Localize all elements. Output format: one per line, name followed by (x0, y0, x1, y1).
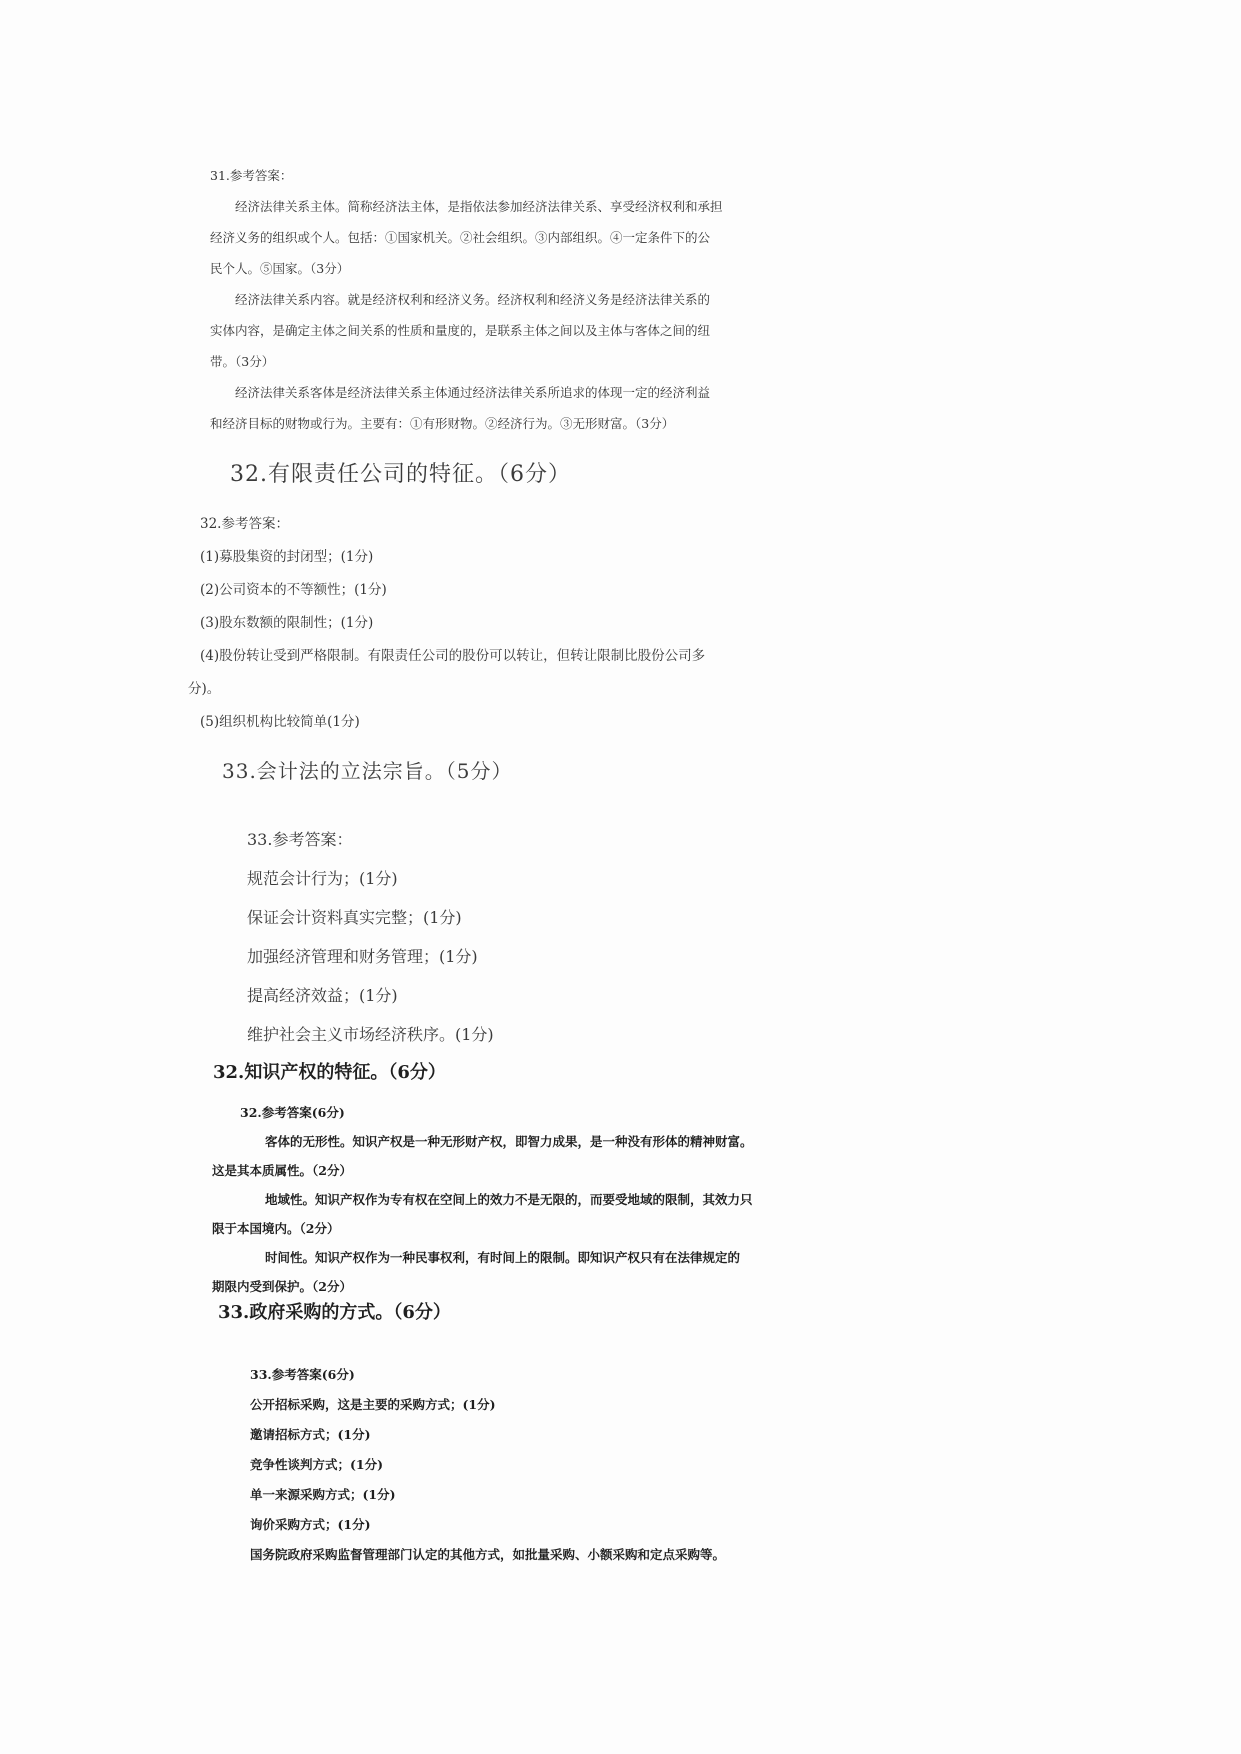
answer-33b-item-1: 公开招标采购，这是主要的采购方式；(1分) (250, 1397, 496, 1412)
answer-32a-item-4-cont: 分)。 (188, 681, 221, 697)
answer-32b-p2-line1: 地域性。知识产权作为专有权在空间上的效力不是无限的，而要受地域的限制，其效力只 (265, 1192, 753, 1207)
question-33a-title: 33.会计法的立法宗旨。（5分） (222, 759, 513, 783)
question-33b-title: 33.政府采购的方式。（6分） (218, 1302, 451, 1323)
answer-33b-block (250, 1360, 950, 1570)
answer-32a-heading: 32.参考答案： (200, 516, 289, 532)
answer-32b-p1-line1: 客体的无形性。知识产权是一种无形财产权，即智力成果，是一种没有形体的精神财富。 (265, 1134, 753, 1149)
answer-31-p1-line3: 民个人。⑤国家。（3分） (210, 261, 350, 276)
answer-32a-item-3: (3)股东数额的限制性；(1分) (200, 615, 374, 631)
answer-32b-p3-line1: 时间性。知识产权作为一种民事权利，有时间上的限制。即知识产权只有在法律规定的 (265, 1250, 741, 1265)
answer-32b-block (212, 1098, 940, 1301)
answer-33b-item-4: 单一来源采购方式；(1分) (250, 1487, 396, 1502)
answer-32a-item-5: (5)组织机构比较简单(1分) (200, 714, 360, 730)
answer-32a-item-1: (1)募股集资的封闭型；(1分) (200, 549, 374, 565)
answer-31-heading: 31.参考答案： (210, 168, 293, 183)
question-32a-title: 32.有限责任公司的特征。（6分） (230, 462, 571, 487)
answer-33a-heading: 33.参考答案： (247, 830, 353, 849)
answer-31-p1-line2: 经济义务的组织或个人。包括：①国家机关。②社会组织。③内部组织。④一定条件下的公 (210, 230, 711, 245)
answer-31-p3-line1: 经济法律关系客体是经济法律关系主体通过经济法律关系所追求的体现一定的经济利益 (235, 385, 711, 400)
answer-33b-item-6: 国务院政府采购监督管理部门认定的其他方式，如批量采购、小额采购和定点采购等。 (250, 1547, 726, 1562)
answer-32a-item-4: (4)股份转让受到严格限制。有限责任公司的股份可以转让，但转让限制比股份公司多 (200, 648, 706, 664)
answer-31-p2-line1: 经济法律关系内容。就是经济权利和经济义务。经济权利和经济义务是经济法律关系的 (235, 292, 711, 307)
answer-33b-item-5: 询价采购方式；(1分) (250, 1517, 371, 1532)
question-32b-title: 32.知识产权的特征。（6分） (213, 1062, 446, 1083)
answer-33a-item-4: 提高经济效益；(1分) (247, 986, 398, 1005)
answer-33a-item-2: 保证会计资料真实完整；(1分) (247, 908, 462, 927)
answer-31-p3-line2: 和经济目标的财物或行为。主要有：①有形财物。②经济行为。③无形财富。（3分） (210, 416, 675, 431)
answer-32b-p1-line2: 这是其本质属性。（2分） (212, 1163, 352, 1178)
answer-33a-block (247, 820, 747, 1054)
answer-32a-item-2: (2)公司资本的不等额性；(1分) (200, 582, 387, 598)
answer-32b-p3-line2: 期限内受到保护。（2分） (212, 1279, 352, 1294)
answer-31-p2-line3: 带。（3分） (210, 354, 275, 369)
answer-33b-heading: 33.参考答案(6分) (250, 1367, 355, 1382)
answer-32b-p2-line2: 限于本国境内。（2分） (212, 1221, 340, 1236)
answer-33a-item-1: 规范会计行为；(1分) (247, 869, 398, 888)
answer-31-p2-line2: 实体内容，是确定主体之间关系的性质和量度的，是联系主体之间以及主体与客体之间的纽 (210, 323, 711, 338)
answer-31-block (210, 160, 810, 439)
answer-33a-item-3: 加强经济管理和财务管理；(1分) (247, 947, 478, 966)
answer-33a-item-5: 维护社会主义市场经济秩序。(1分) (247, 1025, 494, 1044)
answer-33b-item-3: 竞争性谈判方式；(1分) (250, 1457, 384, 1472)
answer-32a-block (188, 508, 820, 739)
answer-31-p1-line1: 经济法律关系主体。简称经济法主体，是指依法参加经济法律关系、享受经济权利和承担 (235, 199, 723, 214)
answer-32b-heading: 32.参考答案(6分) (240, 1105, 345, 1120)
answer-33b-item-2: 邀请招标方式；(1分) (250, 1427, 371, 1442)
